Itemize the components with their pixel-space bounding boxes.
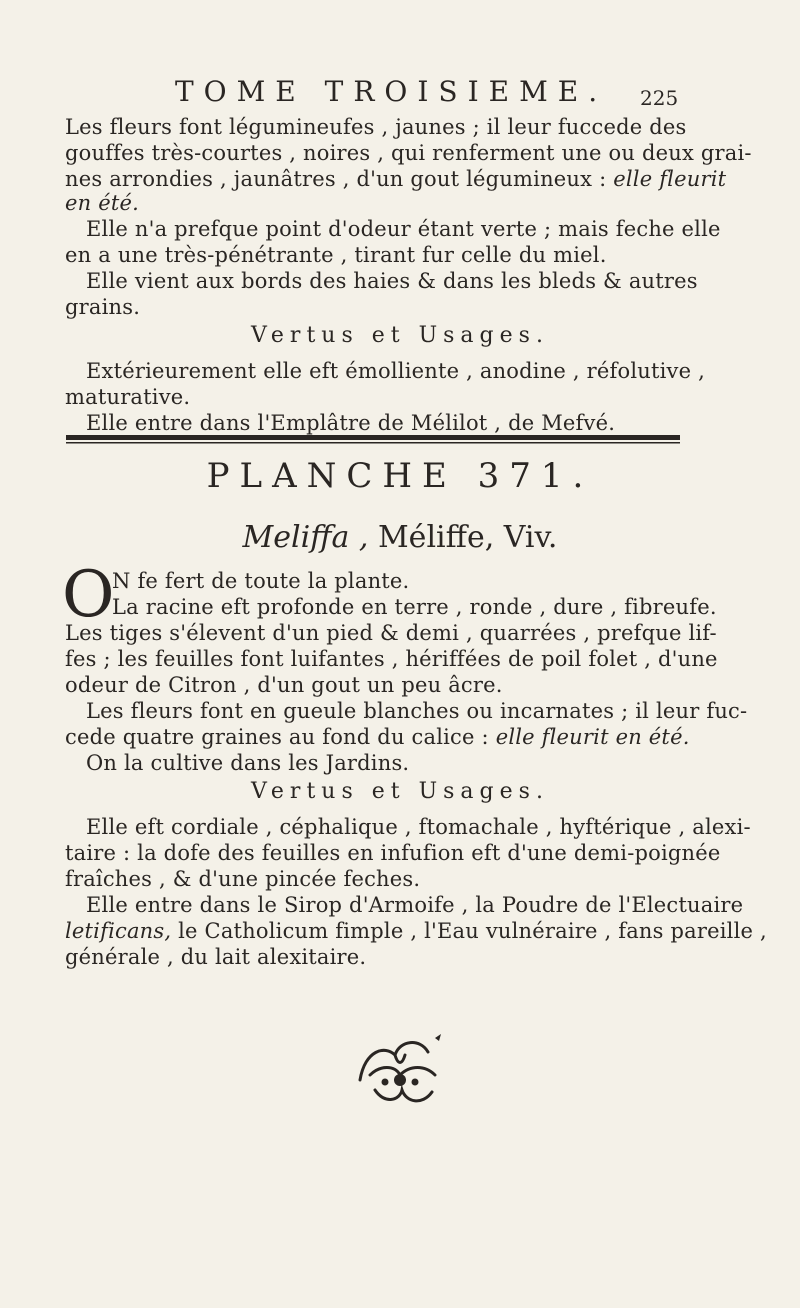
text-line: Les tiges s'élevent d'un pied & demi , quarrées , prefque lif- bbox=[65, 621, 717, 645]
text-line: fes ; les feuilles font luifantes , hériffées de poil folet , d'une bbox=[65, 647, 718, 671]
plate-title: PLANCHE 371. bbox=[206, 456, 594, 496]
text-line: N fe fert de toute la plante. bbox=[112, 569, 410, 593]
section-heading: Vertus et Usages. bbox=[251, 323, 549, 348]
species-name bbox=[0, 520, 800, 556]
text-line: odeur de Citron , d'un gout un peu âcre. bbox=[65, 673, 503, 697]
page-number: 225 bbox=[640, 86, 679, 110]
text-line: taire : la dofe des feuilles en infufion eft d'une demi-poignée bbox=[65, 841, 721, 865]
italic-term: letificans, bbox=[65, 919, 172, 943]
text-line: en été. bbox=[65, 191, 139, 215]
text-line: On la cultive dans les Jardins. bbox=[86, 751, 410, 775]
drop-cap: O bbox=[62, 558, 115, 632]
text-line: Extérieurement elle eft émolliente , anodine , réfolutive , bbox=[86, 359, 705, 383]
italic-note: elle fleurit en été. bbox=[495, 725, 690, 749]
text-line: La racine eft profonde en terre , ronde , dure , fibreufe. bbox=[112, 595, 717, 619]
running-head-title: TOME TROISIEME. bbox=[175, 75, 608, 108]
text-line: Elle n'a prefque point d'odeur étant verte ; mais feche elle bbox=[86, 217, 721, 241]
italic-note: elle fleurit bbox=[613, 167, 727, 191]
section-heading: Vertus et Usages. bbox=[251, 779, 549, 804]
text-line: gouffes très-courtes , noires , qui renferment une ou deux grai- bbox=[65, 141, 752, 165]
text-line: Elle eft cordiale , céphalique , ftomachale , hyftérique , alexi- bbox=[86, 815, 751, 839]
text-fragment: le Catholicum fimple , l'Eau vulnéraire , fans pareille , bbox=[178, 919, 767, 943]
species-latin: Meliffa , bbox=[242, 520, 369, 555]
text-line bbox=[65, 166, 727, 192]
text-line: générale , du lait alexitaire. bbox=[65, 945, 367, 969]
text-line: Les fleurs font légumineufes , jaunes ; il leur fuccede des bbox=[65, 115, 687, 139]
text-fragment: cede quatre graines au fond du calice : bbox=[65, 725, 489, 749]
tailpiece-ornament-icon bbox=[340, 1020, 460, 1120]
text-line bbox=[65, 918, 767, 944]
text-line: maturative. bbox=[65, 385, 191, 409]
decorative-rule bbox=[66, 434, 680, 446]
text-line: en a une très-pénétrante , tirant fur celle du miel. bbox=[65, 243, 607, 267]
text-fragment: nes arrondies , jaunâtres , d'un gout légumineux : bbox=[65, 167, 607, 191]
species-french: Méliffe, Viv. bbox=[377, 520, 558, 555]
text-line: Elle entre dans le Sirop d'Armoife , la Poudre de l'Electuaire bbox=[86, 893, 744, 917]
text-line: grains. bbox=[65, 295, 141, 319]
text-line: Les fleurs font en gueule blanches ou incarnates ; il leur fuc- bbox=[86, 699, 748, 723]
text-line: fraîches , & d'une pincée feches. bbox=[65, 867, 421, 891]
text-line: Elle vient aux bords des haies & dans les bleds & autres bbox=[86, 269, 698, 293]
text-line bbox=[65, 724, 690, 750]
text-line: Elle entre dans l'Emplâtre de Mélilot , de Mefvé. bbox=[86, 411, 616, 435]
